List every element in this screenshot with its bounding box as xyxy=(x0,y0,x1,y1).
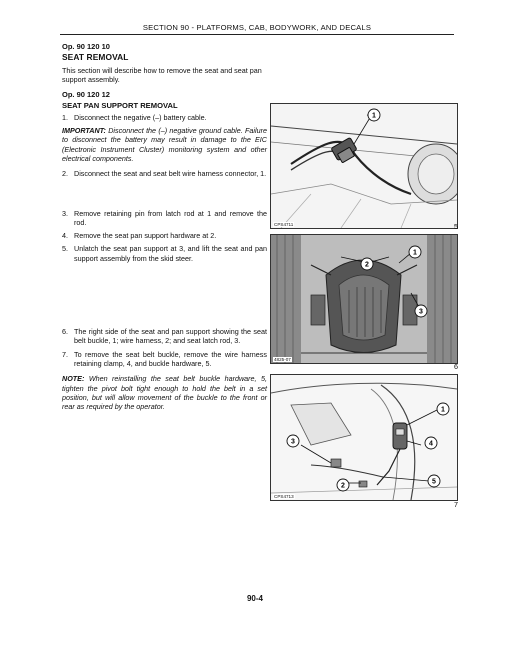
step-number: 3. xyxy=(62,208,68,218)
figure-7-illustration xyxy=(271,375,457,500)
step-text: Disconnect the seat and seat belt wire harness connector, 1. xyxy=(74,169,267,179)
step-text: Disconnect the negative (–) battery cable. xyxy=(74,112,207,122)
step-7 xyxy=(62,350,267,369)
text-column xyxy=(62,42,267,415)
figure-code: CPS4713 xyxy=(274,494,294,499)
figure-6-seat-pan-support xyxy=(270,234,458,364)
step-text: The right side of the seat and pan support showing the seat belt buckle, 1; wire harness, 2; and seat latch rod, 3. xyxy=(74,327,267,346)
step-5 xyxy=(62,244,267,263)
callout-3: 3 xyxy=(419,308,423,316)
figure-5-illustration xyxy=(271,104,457,228)
note-label: NOTE: xyxy=(62,374,85,384)
seat-pan-title: SEAT PAN SUPPORT REMOVAL xyxy=(62,101,178,111)
step-2 xyxy=(62,169,267,178)
note-text: When reinstalling the seat belt buckle hardware, 5, tighten the pivot bolt tight enough to hold the belt in a set position, but will allow movement of the buckle to the front or rear as required by the operator. xyxy=(62,374,267,412)
seat-removal-intro: This section will describe how to remove the seat and seat pan support assembly. xyxy=(62,65,262,84)
step-6 xyxy=(62,327,267,346)
step-text: To remove the seat belt buckle, remove the wire harness retaining clamp, 4, and buckle hardware, 5. xyxy=(74,349,267,368)
step-number: 2. xyxy=(62,169,68,179)
callout-3: 3 xyxy=(291,438,295,446)
callout-1: 1 xyxy=(441,406,445,414)
step-1 xyxy=(62,113,267,122)
op-code-seat-removal: Op. 90 120 10 xyxy=(62,42,110,51)
figure-number-6: 6 xyxy=(454,362,458,371)
callout-5: 5 xyxy=(432,478,436,486)
figure-code: 4825-07 xyxy=(274,357,291,362)
important-text: Disconnect the (–) negative ground cable. Failure to disconnect the battery may result in damage to the EIC (Electronic Instrument Cluster) monitoring system and other electrical components. xyxy=(62,126,267,163)
step-number: 4. xyxy=(62,231,68,241)
step-number: 7. xyxy=(62,349,68,359)
step-number: 1. xyxy=(62,112,68,122)
callout-1: 1 xyxy=(372,112,376,120)
callout-2: 2 xyxy=(341,482,345,490)
seat-removal-title: SEAT REMOVAL xyxy=(62,52,129,63)
callout-2: 2 xyxy=(365,261,369,269)
callout-1: 1 xyxy=(413,249,417,257)
section-header: SECTION 90 - PLATFORMS, CAB, BODYWORK, AND DECALS xyxy=(60,23,454,35)
figure-number-7: 7 xyxy=(454,500,458,509)
step-text: Remove retaining pin from latch rod at 1 and remove the rod. xyxy=(74,208,267,227)
figure-7-seat-belt-buckle xyxy=(270,374,458,501)
step-number: 5. xyxy=(62,244,68,254)
reinstall-note xyxy=(62,374,267,411)
callout-4: 4 xyxy=(429,440,433,448)
page-number: 90-4 xyxy=(246,594,263,603)
step-text: Remove the seat pan support hardware at 2. xyxy=(74,231,217,241)
step-number: 6. xyxy=(62,327,68,337)
important-label: IMPORTANT: xyxy=(62,126,106,136)
figure-code: CPS4711 xyxy=(274,222,294,227)
figure-5-harness-connector xyxy=(270,103,458,229)
figure-number-5: 5 xyxy=(454,222,458,231)
op-code-seat-pan: Op. 90 120 12 xyxy=(62,90,110,100)
important-note xyxy=(62,126,267,163)
step-3 xyxy=(62,209,267,228)
step-text: Unlatch the seat pan support at 3, and lift the seat and pan support assembly from the skid steer. xyxy=(74,244,267,263)
figure-6-illustration xyxy=(271,235,457,363)
step-4 xyxy=(62,231,267,240)
